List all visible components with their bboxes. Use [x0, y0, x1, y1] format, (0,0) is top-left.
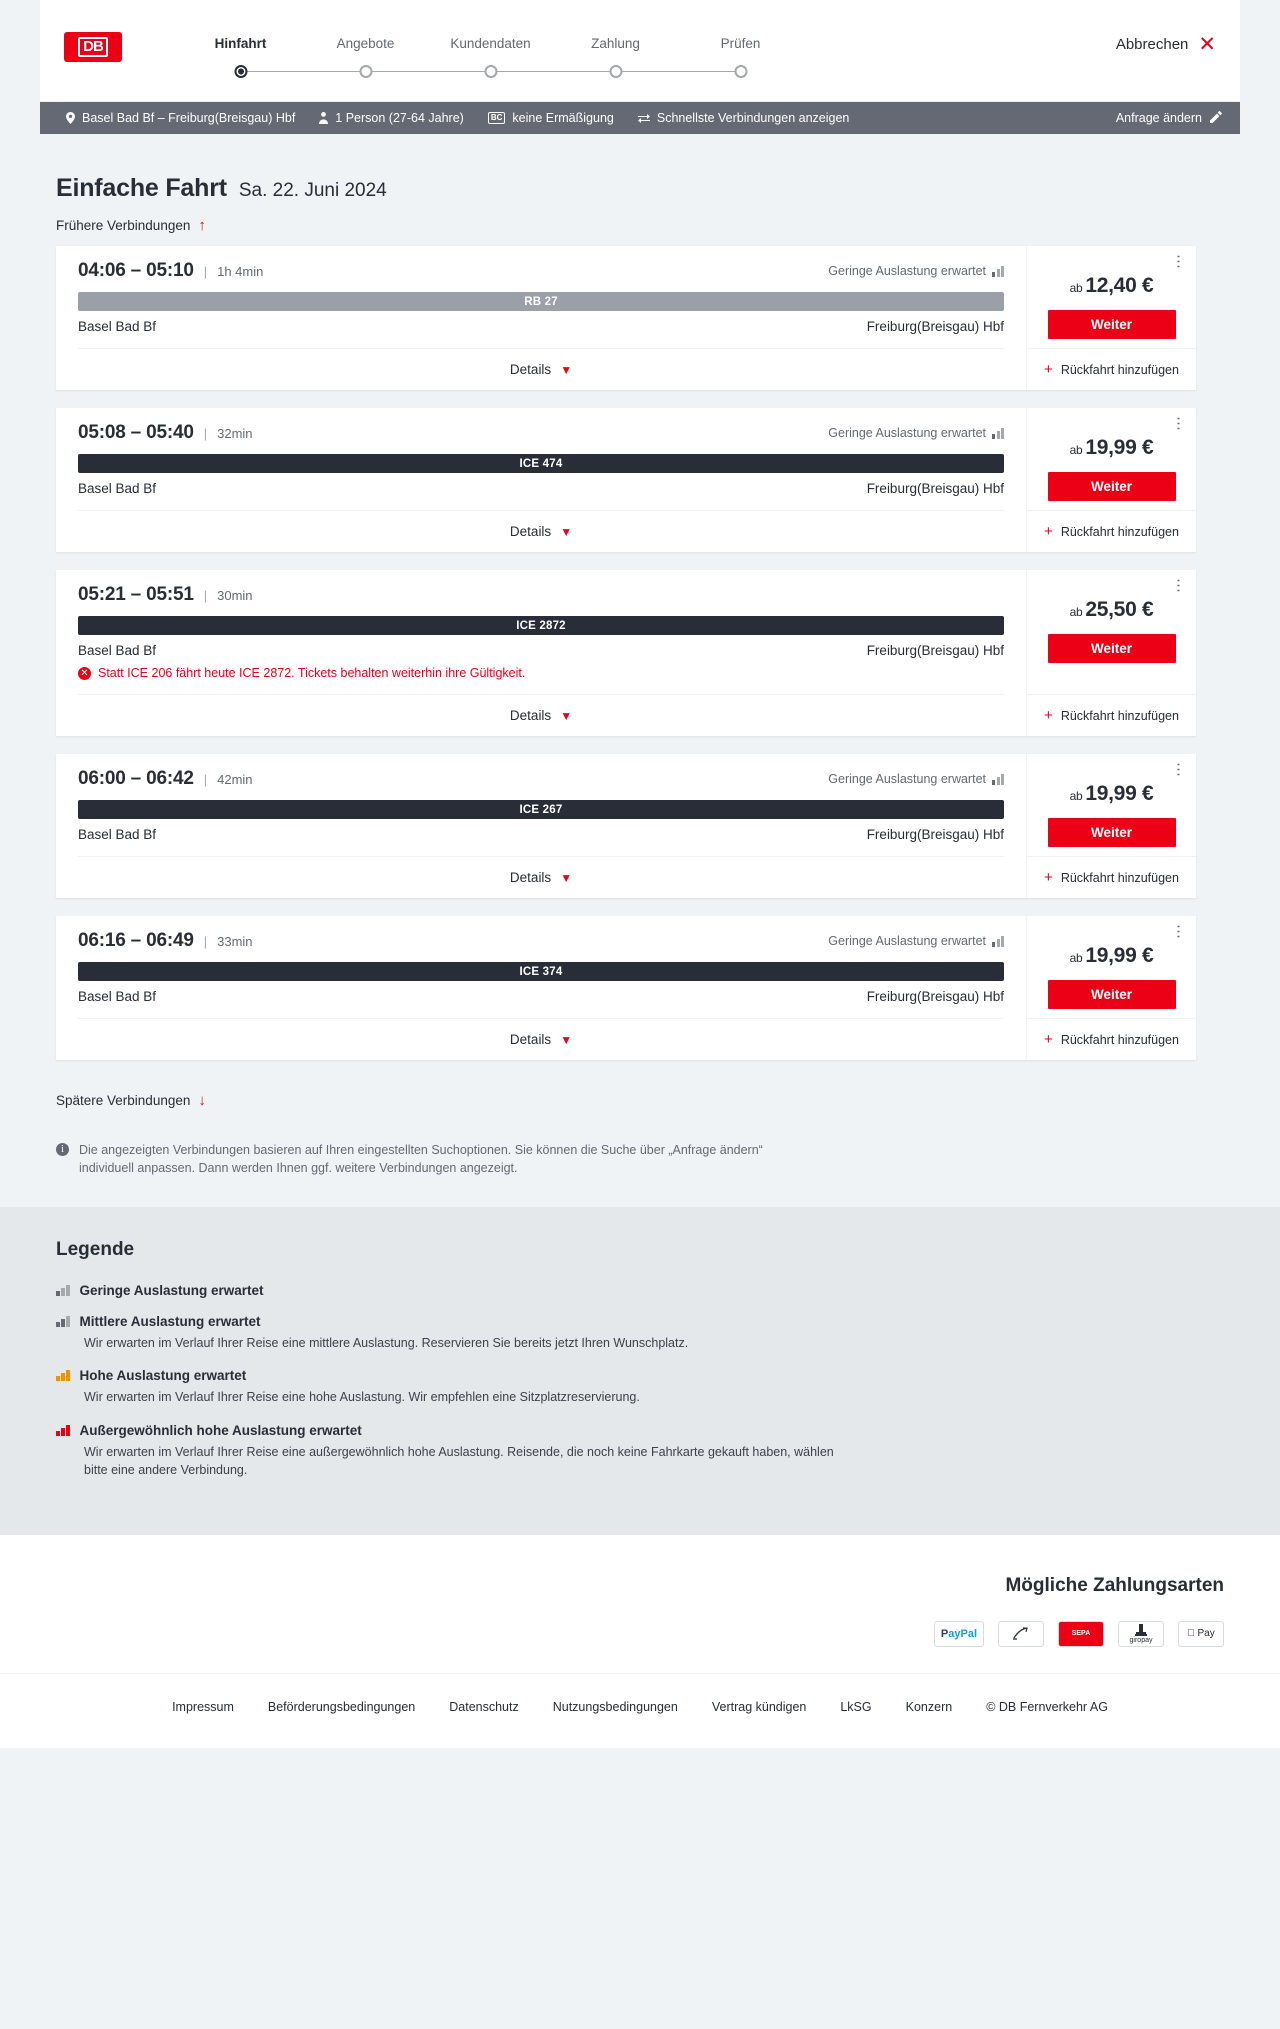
origin-station: Basel Bad Bf — [78, 481, 157, 496]
chevron-down-icon: ▼ — [560, 362, 573, 377]
divider: | — [203, 933, 208, 949]
connection-card[interactable] — [56, 408, 1196, 552]
app-header — [40, 0, 1240, 102]
origin-station: Basel Bad Bf — [78, 643, 157, 658]
footer-link-vertrag-kuendigen[interactable]: Vertrag kündigen — [711, 1699, 807, 1714]
details-label: Details — [509, 1032, 552, 1047]
price-value: 19,99 € — [1085, 944, 1154, 967]
origin-station: Basel Bad Bf — [78, 319, 157, 334]
connection-time: 06:00 – 06:42 — [78, 768, 194, 789]
train-name: ICE 374 — [519, 965, 563, 978]
destination-station: Freiburg(Breisgau) Hbf — [866, 989, 1004, 1004]
step-label: Prüfen — [720, 36, 761, 51]
earlier-connections-label: Frühere Verbindungen — [56, 218, 191, 233]
legend-item-low — [56, 1283, 1224, 1298]
connection-time: 05:08 – 05:40 — [78, 422, 194, 443]
legend-label: Hohe Auslastung erwartet — [79, 1368, 247, 1384]
legend-item-medium — [56, 1314, 1224, 1352]
price-value: 19,99 € — [1085, 782, 1154, 805]
add-return-label: Rückfahrt hinzufügen — [1060, 708, 1179, 723]
details-toggle[interactable] — [78, 348, 1004, 390]
details-toggle[interactable] — [78, 1018, 1004, 1060]
occupancy-label: Geringe Auslastung erwartet — [828, 426, 986, 440]
connection-card[interactable] — [56, 570, 1196, 736]
payment-methods-title: Mögliche Zahlungsarten — [1005, 1574, 1224, 1596]
location-pin-icon — [66, 112, 75, 124]
search-info-note — [56, 1141, 816, 1177]
earlier-connections-button[interactable] — [40, 203, 1240, 246]
search-summary-bar — [40, 102, 1240, 134]
db-logo[interactable] — [64, 32, 122, 62]
details-label: Details — [509, 708, 552, 723]
continue-button[interactable]: Weiter — [1048, 634, 1176, 663]
add-return-label: Rückfahrt hinzufügen — [1060, 870, 1179, 885]
divider: | — [203, 771, 208, 787]
footer-link-befoerderungsbedingungen[interactable]: Beförderungsbedingungen — [267, 1699, 416, 1714]
legend-head — [56, 1368, 1224, 1383]
connection-details — [56, 570, 1026, 736]
footer-link-lksg[interactable]: LkSG — [840, 1699, 872, 1714]
summary-discount-label: keine Ermäßigung — [512, 111, 614, 125]
summary-discount[interactable] — [476, 111, 626, 125]
legend-label: Außergewöhnlich hohe Auslastung erwartet — [79, 1422, 362, 1438]
footer-link-nutzungsbedingungen[interactable]: Nutzungsbedingungen — [552, 1699, 678, 1714]
sepa-icon: SEPA — [1058, 1621, 1104, 1647]
connection-time: 04:06 – 05:10 — [78, 260, 194, 281]
legend-label: Mittlere Auslastung erwartet — [79, 1314, 261, 1330]
sort-arrows-icon — [638, 113, 650, 123]
connection-price-panel — [1026, 570, 1196, 736]
chevron-down-icon: ▼ — [560, 708, 573, 723]
connection-card[interactable] — [56, 916, 1196, 1060]
legend-head — [56, 1423, 1224, 1438]
service-notice-text: Statt ICE 206 fährt heute ICE 2872. Tickets behalten weiterhin ihre Gültigkeit. — [98, 666, 526, 680]
price — [1041, 598, 1182, 622]
connection-stations — [78, 827, 1004, 842]
step-dot — [734, 65, 747, 78]
footer-link-konzern[interactable]: Konzern — [905, 1699, 953, 1714]
plus-icon: + — [1044, 707, 1053, 724]
summary-sort-label: Schnellste Verbindungen anzeigen — [656, 111, 850, 125]
details-toggle[interactable] — [78, 856, 1004, 898]
train-badge — [78, 962, 1004, 981]
occupancy-bars-icon — [992, 936, 1004, 947]
legend-desc: Wir erwarten im Verlauf Ihrer Reise eine hohe Auslastung. Wir empfehlen eine Sitzplatzreservierung. — [84, 1390, 640, 1405]
connection-stations — [78, 643, 1004, 658]
price — [1041, 944, 1182, 968]
step-label: Zahlung — [591, 36, 640, 51]
more-options-icon[interactable]: ⋯ — [1170, 578, 1187, 593]
plus-icon: + — [1044, 1031, 1053, 1048]
plus-icon: + — [1044, 361, 1053, 378]
add-return-button[interactable] — [1027, 694, 1196, 736]
legend-section — [0, 1207, 1280, 1535]
legend-desc: Wir erwarten im Verlauf Ihrer Reise eine mittlere Auslastung. Reservieren Sie bereits jetzt Ihren Wunschplatz. — [84, 1336, 689, 1351]
add-return-button[interactable] — [1027, 1018, 1196, 1060]
step-label: Kundendaten — [450, 36, 531, 51]
more-options-icon[interactable]: ⋯ — [1170, 416, 1187, 431]
price — [1041, 436, 1182, 460]
footer-copyright: © DB Fernverkehr AG — [986, 1699, 1108, 1714]
occupancy-indicator — [828, 772, 1004, 786]
error-icon: ✕ — [78, 667, 91, 680]
more-options-icon[interactable]: ⋯ — [1170, 254, 1187, 269]
step-angebote[interactable] — [303, 36, 428, 79]
arrow-up-icon: ↑ — [198, 217, 206, 234]
price — [1041, 782, 1182, 806]
details-label: Details — [509, 524, 552, 539]
later-connections-label: Spätere Verbindungen — [56, 1093, 191, 1108]
connection-duration: 42min — [217, 771, 253, 787]
page-title: Einfache Fahrt — [56, 174, 227, 202]
payment-logos — [56, 1621, 1224, 1647]
legend-item-high — [56, 1368, 1224, 1406]
footer-link-impressum[interactable]: Impressum — [172, 1699, 234, 1714]
add-return-label: Rückfahrt hinzufügen — [1060, 524, 1179, 539]
price-prefix: ab — [1069, 281, 1083, 295]
price-value: 12,40 € — [1085, 274, 1154, 297]
close-icon: ✕ — [1198, 33, 1216, 56]
edit-search-label: Anfrage ändern — [1115, 111, 1202, 125]
details-label: Details — [509, 362, 552, 377]
legend-label: Geringe Auslastung erwartet — [79, 1283, 264, 1299]
train-name: ICE 267 — [519, 803, 563, 816]
destination-station: Freiburg(Breisgau) Hbf — [866, 827, 1004, 842]
occupancy-bars-icon — [992, 266, 1004, 277]
step-connector — [366, 71, 491, 72]
train-badge — [78, 454, 1004, 473]
summary-passengers-label: 1 Person (27-64 Jahre) — [335, 111, 464, 125]
connection-price-panel — [1026, 916, 1196, 1060]
price-value: 19,99 € — [1085, 436, 1154, 459]
more-options-icon[interactable]: ⋯ — [1170, 762, 1187, 777]
giropay-label: giropay — [1129, 1636, 1153, 1644]
later-connections-button[interactable] — [40, 1078, 1240, 1121]
legend-title: Legende — [56, 1239, 135, 1261]
details-label: Details — [509, 870, 552, 885]
origin-station: Basel Bad Bf — [78, 827, 157, 842]
legend-head — [56, 1283, 1224, 1298]
cancel-button[interactable] — [1116, 34, 1216, 55]
db-logo-text: DB — [78, 37, 108, 57]
pencil-icon — [1210, 111, 1222, 126]
step-dot — [484, 65, 497, 78]
connection-duration: 1h 4min — [217, 263, 264, 279]
connection-time: 06:16 – 06:49 — [78, 930, 194, 951]
bahncard-icon: BC — [488, 112, 506, 124]
add-return-button[interactable] — [1027, 348, 1196, 390]
service-notice — [78, 666, 1004, 680]
step-dot — [234, 65, 247, 78]
occupancy-label: Geringe Auslastung erwartet — [828, 264, 986, 278]
divider: | — [203, 263, 208, 279]
divider: | — [203, 587, 208, 603]
info-icon: i — [56, 1143, 69, 1156]
train-badge — [78, 616, 1004, 635]
edit-search-button[interactable] — [1116, 111, 1226, 126]
step-dot — [359, 65, 372, 78]
price-prefix: ab — [1069, 789, 1083, 803]
results-content — [0, 134, 1280, 1207]
occupancy-low-icon — [56, 1285, 70, 1296]
chevron-down-icon: ▼ — [560, 524, 573, 539]
connection-header — [78, 260, 1004, 282]
paypal-icon: P ayPal — [934, 1621, 984, 1647]
summary-route[interactable] — [54, 111, 307, 125]
price-prefix: ab — [1069, 605, 1083, 619]
details-toggle[interactable] — [78, 510, 1004, 552]
add-return-button[interactable] — [1027, 510, 1196, 552]
occupancy-label: Geringe Auslastung erwartet — [828, 772, 986, 786]
legend-head — [56, 1314, 1224, 1329]
search-info-text: Die angezeigten Verbindungen basieren auf Ihren eingestellten Suchoptionen. Sie können die Suche über „Anfrage ändern“ individuell anpassen. Dann werden Ihnen ggf. weitere Verbindungen angezeigt. — [79, 1143, 763, 1176]
legend-desc: Wir erwarten im Verlauf Ihrer Reise eine außergewöhnlich hohe Auslastung. Reisende, die noch keine Fahrkarte gekauft haben, wählen bitte eine andere Verbindung. — [84, 1444, 834, 1477]
origin-station: Basel Bad Bf — [78, 989, 157, 1004]
connection-header — [78, 422, 1004, 444]
continue-button[interactable]: Weiter — [1048, 310, 1176, 339]
cancel-label: Abbrechen — [1115, 36, 1189, 53]
connection-details — [56, 408, 1026, 552]
payment-methods-section — [0, 1535, 1280, 1673]
train-name: ICE 2872 — [516, 619, 566, 632]
connection-stations — [78, 481, 1004, 496]
step-label: Angebote — [336, 36, 395, 51]
connection-header — [78, 584, 1004, 606]
connection-stations — [78, 989, 1004, 1004]
price-prefix: ab — [1069, 443, 1083, 457]
chevron-down-icon: ▼ — [560, 1032, 573, 1047]
chevron-down-icon: ▼ — [560, 870, 573, 885]
connection-price-panel — [1026, 408, 1196, 552]
step-connector — [491, 71, 616, 72]
occupancy-indicator — [828, 426, 1004, 440]
connection-duration: 33min — [217, 933, 253, 949]
continue-button[interactable]: Weiter — [1048, 980, 1176, 1009]
connection-time: 05:21 – 05:51 — [78, 584, 194, 605]
plus-icon: + — [1044, 869, 1053, 886]
destination-station: Freiburg(Breisgau) Hbf — [866, 481, 1004, 496]
train-name: ICE 474 — [519, 457, 563, 470]
details-toggle[interactable] — [78, 694, 1004, 736]
connection-price-panel — [1026, 754, 1196, 898]
occupancy-label: Geringe Auslastung erwartet — [828, 934, 986, 948]
more-options-icon[interactable]: ⋯ — [1170, 924, 1187, 939]
connection-duration: 30min — [217, 587, 253, 603]
step-hinfahrt[interactable] — [178, 36, 303, 79]
connection-header — [78, 930, 1004, 952]
occupancy-medium-icon — [56, 1316, 70, 1327]
summary-sort[interactable] — [626, 111, 862, 125]
destination-station: Freiburg(Breisgau) Hbf — [866, 643, 1004, 658]
occupancy-indicator — [828, 264, 1004, 278]
connection-header — [78, 768, 1004, 790]
connection-details — [56, 754, 1026, 898]
summary-route-label: Basel Bad Bf – Freiburg(Breisgau) Hbf — [82, 111, 296, 125]
connection-stations — [78, 319, 1004, 334]
page-title-row — [40, 134, 1240, 203]
divider: | — [203, 425, 208, 441]
summary-passengers[interactable] — [307, 111, 476, 125]
step-connector — [616, 71, 741, 72]
connection-details — [56, 246, 1026, 390]
occupancy-extreme-icon — [56, 1425, 70, 1436]
occupancy-bars-icon — [992, 774, 1004, 785]
travel-date: Sa. 22. Juni 2024 — [238, 180, 387, 201]
step-zahlung[interactable] — [553, 36, 678, 79]
add-return-button[interactable] — [1027, 856, 1196, 898]
train-badge — [78, 800, 1004, 819]
checkout-stepper — [178, 36, 803, 79]
step-dot — [609, 65, 622, 78]
occupancy-indicator — [828, 934, 1004, 948]
train-badge — [78, 292, 1004, 311]
lastschrift-icon — [998, 1621, 1044, 1647]
continue-button[interactable]: Weiter — [1048, 472, 1176, 501]
page-footer — [0, 1673, 1280, 1748]
train-name: RB 27 — [524, 295, 558, 308]
giropay-icon — [1118, 1621, 1164, 1647]
destination-station: Freiburg(Breisgau) Hbf — [866, 319, 1004, 334]
occupancy-bars-icon — [992, 428, 1004, 439]
price — [1041, 274, 1182, 298]
add-return-label: Rückfahrt hinzufügen — [1060, 362, 1179, 377]
add-return-label: Rückfahrt hinzufügen — [1060, 1032, 1179, 1047]
price-value: 25,50 € — [1085, 598, 1154, 621]
step-label: Hinfahrt — [214, 36, 267, 51]
price-prefix: ab — [1069, 951, 1083, 965]
apple-pay-icon: Pay — [1178, 1621, 1224, 1647]
step-pruefen[interactable] — [678, 36, 803, 79]
arrow-down-icon: ↓ — [198, 1092, 206, 1109]
connection-card[interactable] — [56, 246, 1196, 390]
footer-link-datenschutz[interactable]: Datenschutz — [449, 1699, 519, 1714]
connection-card[interactable] — [56, 754, 1196, 898]
connection-details — [56, 916, 1026, 1060]
connection-duration: 32min — [217, 425, 253, 441]
step-connector — [241, 71, 366, 72]
plus-icon: + — [1044, 523, 1053, 540]
person-icon — [319, 112, 328, 124]
legend-item-extreme — [56, 1423, 1224, 1479]
connection-price-panel — [1026, 246, 1196, 390]
continue-button[interactable]: Weiter — [1048, 818, 1176, 847]
step-kundendaten[interactable] — [428, 36, 553, 79]
occupancy-high-icon — [56, 1370, 70, 1381]
